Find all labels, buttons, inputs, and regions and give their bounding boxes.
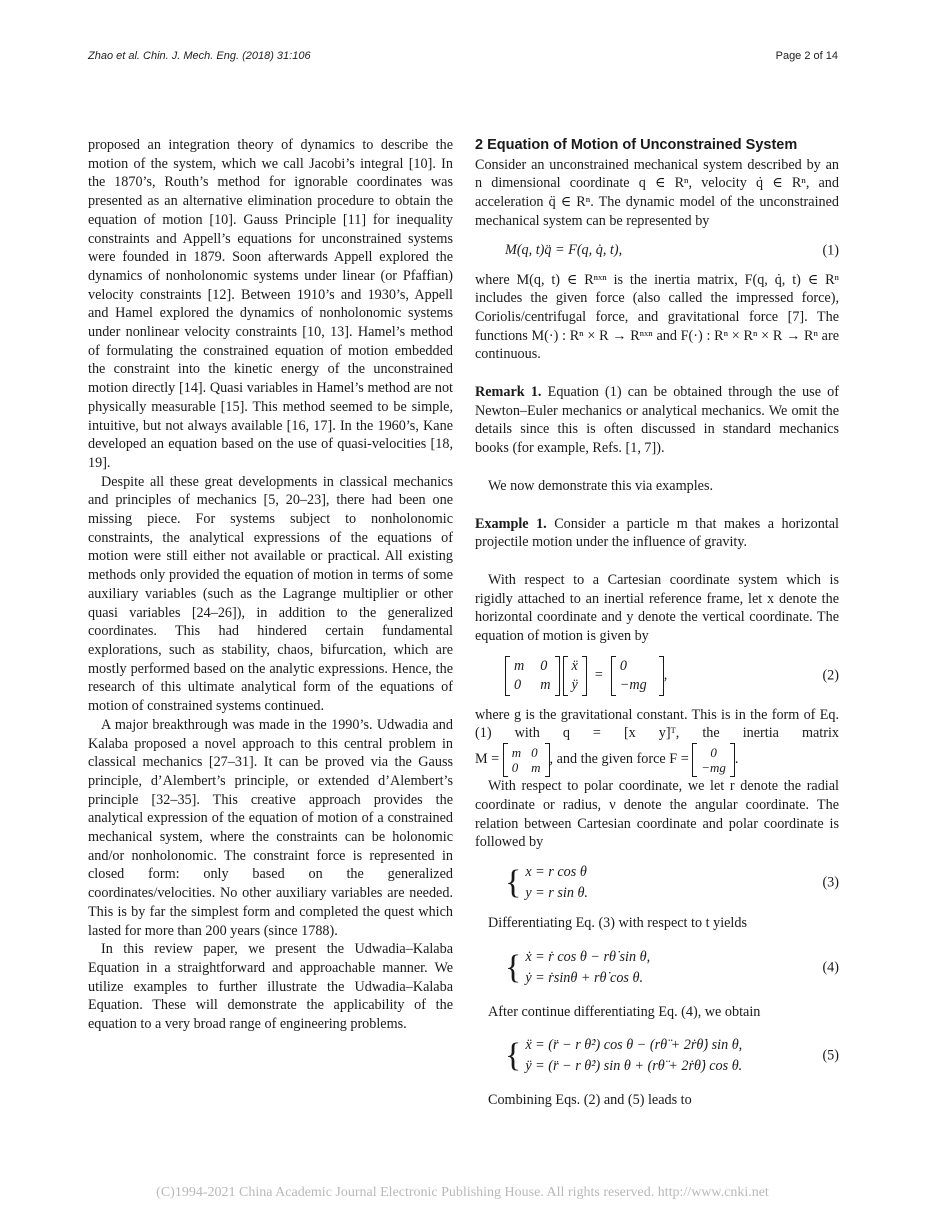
- equation-line: ẍ = (r̈ − r θ̇²) cos θ − (rθ̈ + 2ṙθ̇) sin θ,: [525, 1037, 743, 1054]
- equation-5: [475, 1035, 839, 1077]
- equation-2-number: (2): [822, 667, 839, 684]
- paragraph-differentiate-3: Differentiating Eq. (3) with respect to t yields: [488, 914, 747, 931]
- vector-entry: ÿ: [571, 676, 578, 693]
- page-number: Page 2 of 14: [775, 50, 838, 62]
- paragraph-polar: With respect to polar coordinate, we let r denote the radial coordinate or radius, ν denote the angular coordinate. The relation between Cartesian coordinate and polar coordinate is followed by: [475, 778, 839, 851]
- paragraph-breakthrough: A major breakthrough was made in the 1990’s. Udwadia and Kalaba proposed a novel approach to this central problem in classical mechanics [27–31]. It can be proved via the Gauss principle, d’Alembert’s principle, or extended d’Alembert’s principle [32–35]. This creative approach provides the analytical expression of the equation of motion of a constrained mechanical system, where the constraints can be holonomic and/or nonholonomic. The constraint force is represented in closed form: only based on the generalized coordinates/velocities. No other auxiliary variables are needed. This is by far the simplest form and completed the quest which lasted for more than 200 years (since 1788).: [88, 716, 453, 939]
- vector-entry: −mg: [619, 676, 647, 693]
- equation-3-body: { x = r cos θ y = r sin θ.: [475, 862, 588, 904]
- copyright-footer: (C)1994-2021 China Academic Journal Electronic Publishing House. All rights reserved. http://www.cnki.net: [156, 1185, 769, 1200]
- equation-3: [475, 862, 839, 904]
- equation-line: ẋ = ṙ cos θ − rθ̇ sin θ,: [525, 948, 651, 965]
- acceleration-vector: [563, 656, 587, 696]
- section-heading: 2 Equation of Motion of Unconstrained System: [475, 137, 798, 153]
- equation-4-body: { ẋ = ṙ cos θ − rθ̇ sin θ, ẏ = ṙsinθ + rθ̇ cos θ.: [475, 947, 650, 989]
- matrix-entry: 0: [540, 658, 548, 675]
- equation-line: ÿ = (r̈ − r θ̇²) sin θ + (rθ̈ + 2ṙθ̇) cos θ.: [525, 1058, 743, 1075]
- paragraph-history: proposed an integration theory of dynamics to describe the motion of the system, which we call Jacobi’s integral [10]. In the 1870’s, Routh’s method for ignorable coordinates was presented as an alternative elimination procedure to obtain the equation of motion [10]. Gauss Principle [11] for inequality constraints and Appell’s equations for unconstrained systems were founded in 1879. Soon afterwards Appell explored the dynamics of nonholonomic systems under linear (or Pfaffian) velocity constraints [12]. Between 1910’s and 1930’s, Appell and Hamel explored the dynamics of nonholonomic systems under nonlinear velocity constraints [10, 13]. Hamel’s method of formulating the constrained equation of motion embedded the constraint into the kinetic energy of the unconstrained motion directly [14]. Quasi variables in Hamel’s method are not physically measurable [15]. This method seemed to be simple, intuitive, but not always available [16, 17]. In the 1960’s, Kane developed an equation based on the use of quasi-velocities [18, 19].: [88, 137, 453, 471]
- text-run: M =: [475, 751, 500, 768]
- matrix-entry: m: [531, 760, 541, 776]
- matrix-entry: m: [511, 745, 522, 761]
- remark-1: [475, 383, 839, 458]
- equation-5-body: { ẍ = (r̈ − r θ̇²) cos θ − (rθ̈ + 2ṙθ̇) sin θ, ÿ = (r̈ − r θ̇²) sin θ + (rθ̈ + 2ṙθ̇) cos θ.: [475, 1035, 742, 1077]
- mass-matrix: [505, 656, 560, 696]
- vector-entry: 0: [619, 658, 627, 675]
- text-run: where g is the gravitational constant. This is in the form of Eq. (1) with q = [x y]ᵀ, the inertia matrix: [475, 706, 839, 742]
- equation-1-number: (1): [822, 242, 839, 259]
- remark-label: Remark 1.: [475, 384, 542, 401]
- paragraph-combine: Combining Eqs. (2) and (5) leads to: [488, 1092, 692, 1109]
- vector-entry: ẍ: [571, 658, 578, 675]
- inline-force-vector: [692, 743, 735, 777]
- equation-4-number: (4): [822, 959, 839, 976]
- equation-line: ẏ = ṙsinθ + rθ̇ cos θ.: [525, 969, 644, 986]
- paragraph-unconstrained-intro: Consider an unconstrained mechanical system described by an n dimensional coordinate q ∈ Rⁿ, velocity q̇ ∈ Rⁿ, and acceleration q̈ ∈ Rⁿ. The dynamic model of the unconstrained mechanical system can be represented by: [475, 156, 839, 229]
- paragraph-demonstrate: We now demonstrate this via examples.: [488, 477, 714, 494]
- force-vector: [611, 656, 664, 696]
- matrix-entry: 0: [531, 745, 538, 761]
- example-text: Consider a particle m that makes a horizontal projectile motion under the influence of gravity.: [475, 515, 839, 551]
- inline-mass-matrix: [503, 743, 550, 777]
- equation-4: [475, 947, 839, 989]
- matrix-entry: 0: [511, 760, 519, 776]
- equation-1: [475, 241, 839, 261]
- equation-2: [475, 656, 839, 696]
- remark-text: Equation (1) can be obtained through the use of Newton–Euler mechanics or analytical mechanics. We omit the details since this is often discussed in standard mechanics books (for example, Refs. [1, 7]).: [475, 384, 839, 457]
- paragraph-differentiate-4: After continue differentiating Eq. (4), we obtain: [488, 1003, 761, 1020]
- paragraph-missing-piece: Despite all these great developments in classical mechanics and principles of mechanics [5, 20–23], there had been one missing piece. For systems subject to nonholonomic constraints, the analytical expressions of the equations of motion were still either not available or practical. All existing methods only provided the equation of motion in terms of some auxiliary variables (such as the Lagrange multiplier or other quasi variables [24–26]), in addition to the generalized coordinates. This had hindered certain fundamental explorations, such as stability, chaos, bifurcation, which are mostly performed based on the analytic expressions. Hence, the research of this ultimate analytical form of the equations of motion of constrained systems continued.: [88, 473, 453, 715]
- paragraph-inertia-matrix: where M(q, t) ∈ Rⁿˣⁿ is the inertia matrix, F(q, q̇, t) ∈ Rⁿ includes the given force (also called the impressed force), Coriolis/centrifugal force, and gravitational force [7]. The functions M(·) : Rⁿ × R → Rⁿˣⁿ and F(·) : Rⁿ × Rⁿ × R → Rⁿ are continuous.: [475, 271, 839, 363]
- paragraph-gravity-form: [475, 706, 839, 777]
- example-1: [475, 515, 839, 552]
- matrix-entry: m: [540, 676, 551, 693]
- equation-5-number: (5): [822, 1048, 839, 1065]
- equation-3-number: (3): [822, 874, 839, 891]
- paragraph-review-scope: In this review paper, we present the Udwadia–Kalaba Equation in a straightforward and approachable manner. We utilize examples to further illustrate the Udwadia–Kalaba Equation. These will demonstrate the applicability of the equation to a very broad range of engineering problems.: [88, 941, 453, 1033]
- matrix-entry: m: [514, 658, 525, 675]
- matrix-entry: 0: [514, 676, 522, 693]
- vector-entry: −mg: [701, 760, 726, 776]
- example-label: Example 1.: [475, 515, 547, 532]
- text-run: .: [734, 751, 739, 768]
- left-column: [88, 136, 453, 1034]
- paragraph-cartesian: With respect to a Cartesian coordinate system which is rigidly attached to an inertial reference frame, let x denote the horizontal coordinate and y denote the vertical coordinate. The equation of motion is given by: [475, 571, 839, 645]
- running-header-citation: Zhao et al. Chin. J. Mech. Eng. (2018) 31:106: [88, 50, 311, 62]
- equation-line: y = r sin θ.: [525, 884, 588, 901]
- right-column: [475, 136, 839, 1110]
- equation-2-body: m 0 0 m ẍ ÿ = 0 −mg ,: [475, 656, 667, 696]
- vector-entry: 0: [710, 745, 717, 761]
- equation-1-body: M(q, t)q̈ = F(q, q̇, t),: [505, 242, 623, 259]
- equation-line: x = r cos θ: [525, 863, 587, 880]
- text-run: , and the given force F =: [549, 751, 689, 768]
